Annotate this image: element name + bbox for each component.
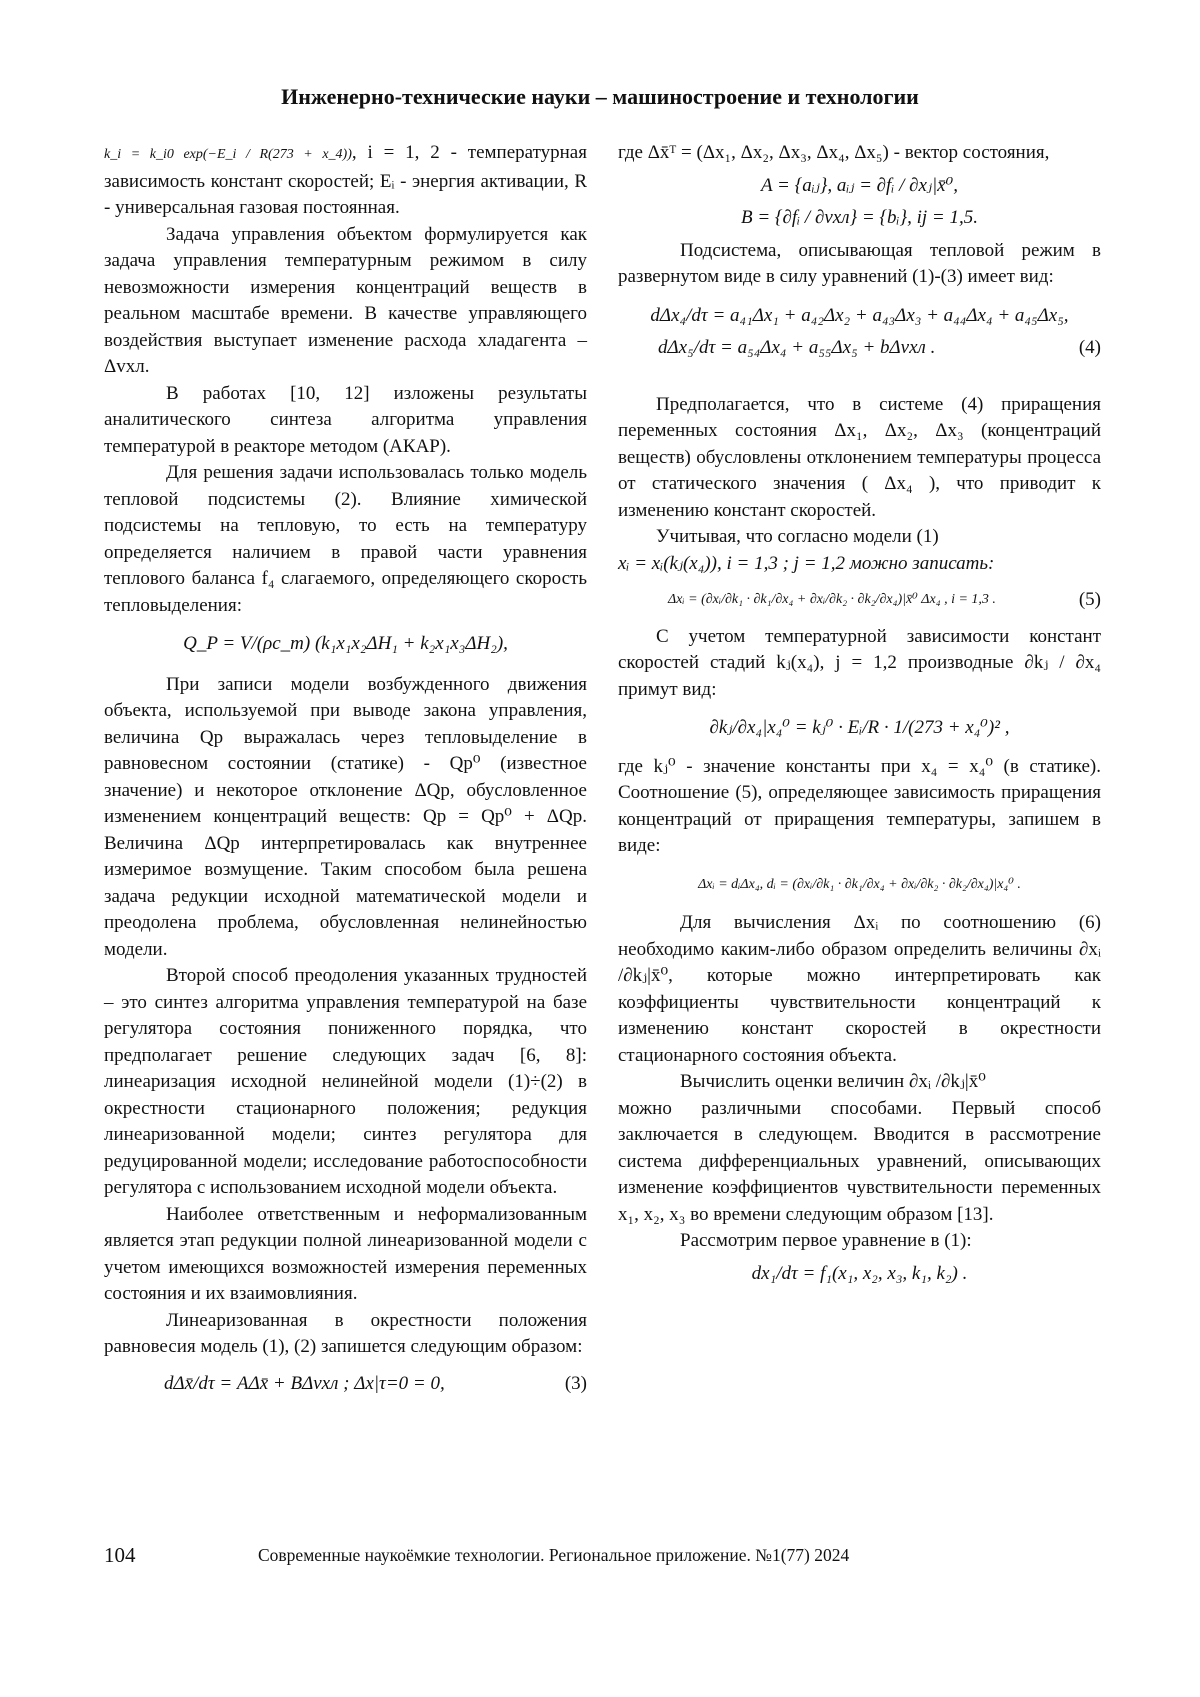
equation-body: Δxᵢ = (∂xᵢ/∂k₁ · ∂k₁/∂x₄ + ∂xᵢ/∂k₂ · ∂k₂/∂x₄)|x̄⁰ Δx₄ , i = 1,3 . xyxy=(668,592,996,607)
intro-paragraph: k_i = k_i0 exp(−E_i / R(273 + x_4)), i = 1, 2 - температурная зависимость констант скоростей; Eᵢ - энергия активации, R - универсальная газовая постоянная. xyxy=(104,142,587,218)
paragraph: Задача управления объектом формулируется как задача управления температурным режимом в силу невозможности измерения концентраций веществ в реальном масштабе времени. В качестве управляющего воздействия выступает изменение расхода хладагента – Δvхл. xyxy=(104,223,587,377)
paragraph: Рассмотрим первое уравнение в (1): xyxy=(680,1230,972,1251)
equation-number: (5) xyxy=(1078,589,1101,610)
equation-first-eq: dx₁/dτ = f₁(x₁, x₂, x₃, k₁, k₂) . xyxy=(751,1262,968,1284)
paragraph: Для решения задачи использовалась только модель тепловой подсистемы (2). Влияние химической подсистемы на тепловую, то есть на температуру определяется наличием в правой части уравнения теплового баланса f₄ слагаемого, определяющего скорость тепловыделения: xyxy=(104,462,587,616)
paragraph: Вычислить оценки величин ∂xᵢ /∂kⱼ|x̄⁰ xyxy=(680,1071,986,1092)
equation-number: (4) xyxy=(1078,337,1101,358)
paragraph: Учитывая, что согласно модели (1) xyxy=(656,526,939,547)
paragraph: где Δx̄ᵀ = (Δx₁, Δx₂, Δx₃, Δx₄, Δx₅) - вектор состояния, xyxy=(618,142,1050,163)
right-column xyxy=(618,140,1101,1293)
paragraph: Для вычисления Δxᵢ по соотношению (6) необходимо каким-либо образом определить величины ∂xᵢ /∂kⱼ|x̄⁰, которые можно интерпретировать как коэффициенты чувствительности концентраций к изменению констант скоростей в окрестности стационарного состояния объекта. xyxy=(618,912,1101,1066)
journal-name: Современные наукоёмкие технологии. Региональное приложение. №1(77) 2024 xyxy=(258,1545,850,1565)
paragraph: Предполагается, что в системе (4) приращения переменных состояния Δx₁, Δx₂, Δx₃ (концентраций веществ) обусловлены отклонением температуры процесса от статического значения ( Δx₄ ), что приводит к изменению констант скоростей. xyxy=(618,393,1101,521)
equation-rate-derivative: ∂kⱼ/∂x₄|x₄⁰ = kⱼ⁰ · Eᵢ/R · 1/(273 + x₄⁰)² , xyxy=(709,717,1010,738)
equation-matrix-b: B = {∂fᵢ / ∂vхл} = {bᵢ}, ij = 1,5. xyxy=(740,207,979,228)
paragraph: В работах [10, 12] изложены результаты аналитического синтеза алгоритма управления температурой в реакторе методом (АКАР). xyxy=(104,382,587,457)
equation-4a: dΔx₄/dτ = a₄₁Δx₁ + a₄₂Δx₂ + a₄₃Δx₃ + a₄₄Δx₄ + a₄₅Δx₅, xyxy=(650,304,1069,326)
paragraph: можно различными способами. Первый способ заключается в следующем. Вводится в рассмотрение система дифференциальных уравнений, описывающих изменение коэффициентов чувствительности переменных x₁, x₂, x₃ во времени следующим образом [13]. xyxy=(618,1097,1101,1225)
running-header: Инженерно-технические науки – машиностроение и технологии xyxy=(281,84,919,109)
equation-number: (3) xyxy=(564,1372,587,1394)
paragraph: Второй способ преодоления указанных трудностей – это синтез алгоритма управления температурой на базе регулятора состояния пониженного порядка, что предполагает решение следующих задач [6, 8]: линеаризация исходной нелинейной модели (1)÷(2) в окрестности стационарного положения; редукция линеаризованной модели; синтез регулятора для редуцированной модели; исследование работоспособности регулятора с использованием исходной модели объекта. xyxy=(104,965,587,1198)
paragraph: xᵢ = xᵢ(kⱼ(x₄)), i = 1,3 ; j = 1,2 можно записать: xyxy=(618,552,995,574)
paragraph: При записи модели возбужденного движения объекта, используемой при выводе закона управления, величина Qр выражалась через тепловыделение в равновесном состоянии (статике) - Qр⁰ (известное значение) и некоторое отклонение ΔQр, обусловленное изменением концентраций веществ: Qр = Qр⁰ + ΔQр. Величина ΔQр интерпретировалась как внутреннее измеримое возмущение. Таким способом была решена задача редукции исходной математической модели и преодолена проблема, обусловленная нелинейностью модели. xyxy=(104,673,587,960)
equation-5 xyxy=(618,587,1101,614)
rate-constant-formula: k_i = k_i0 exp(−E_i / R(273 + x_4)) xyxy=(104,147,352,162)
equation-body: dΔx̄/dτ = AΔx̄ + BΔvхл ; Δx|τ=0 = 0, xyxy=(164,1372,445,1394)
page-number: 104 xyxy=(104,1543,136,1567)
paragraph: Наиболее ответственным и неформализованным является этап редукции полной линеаризованной модели с учетом имеющихся возможностей измерения переменных состояния и их взаимовлияния. xyxy=(104,1203,587,1304)
equation-heat-release: Q_P = V/(ρc_т) (k₁x₁x₂ΔH₁ + k₂x₁x₃ΔH₂), xyxy=(183,633,508,654)
paragraph: где kⱼ⁰ - значение константы при x₄ = x₄⁰ (в статике). Соотношение (5), определяющее зависимость приращения концентраций от приращения температуры, запишем в виде: xyxy=(618,755,1101,856)
equation-body: dΔx₅/dτ = a₅₄Δx₄ + a₅₅Δx₅ + bΔvхл . xyxy=(658,337,936,358)
equation-matrix-a: A = {aᵢⱼ}, aᵢⱼ = ∂fᵢ / ∂xⱼ|x̄⁰, xyxy=(761,174,958,196)
paragraph: С учетом температурной зависимости констант скоростей стадий kⱼ(x₄), j = 1,2 производные ∂kⱼ / ∂x₄ примут вид: xyxy=(618,625,1101,700)
paragraph: Линеаризованная в окрестности положения равновесия модель (1), (2) запишется следующим образом: xyxy=(104,1309,587,1357)
equation-6: Δxᵢ = dᵢΔx₄, dᵢ = (∂xᵢ/∂k₁ · ∂k₁/∂x₄ + ∂xᵢ/∂k₂ · ∂k₂/∂x₄)|x₄⁰ . xyxy=(698,876,1021,892)
equation-3 xyxy=(104,1371,587,1398)
left-column xyxy=(104,140,587,1401)
equation-4b xyxy=(618,335,1101,362)
paragraph: Подсистема, описывающая тепловой режим в развернутом виде в силу уравнений (1)-(3) имеет вид: xyxy=(618,239,1101,287)
